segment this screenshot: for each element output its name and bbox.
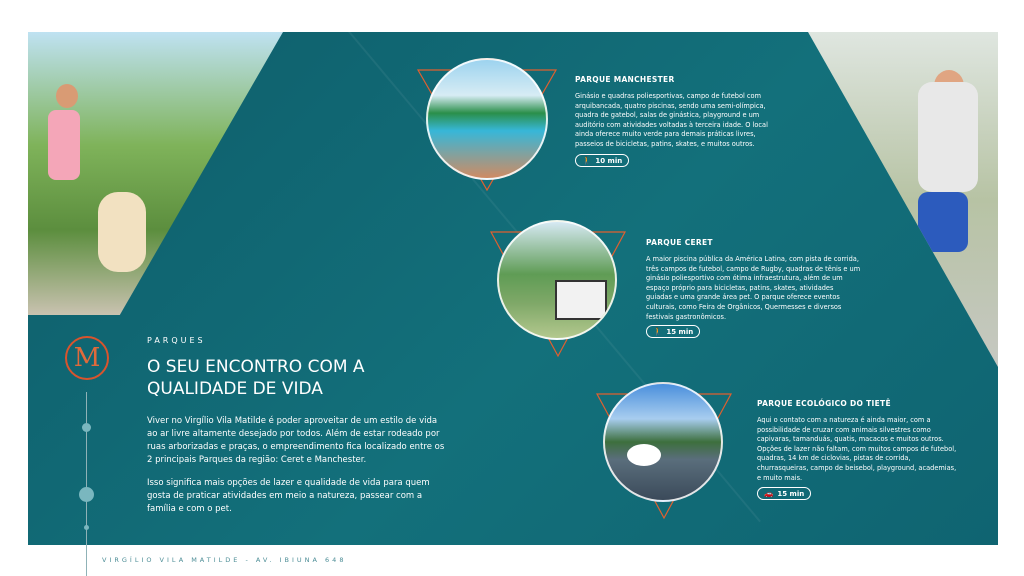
photo-parque-manchester <box>426 58 548 180</box>
photo-girl-with-dog <box>28 32 283 315</box>
footer-address: VIRGÍLIO VILA MATILDE - AV. IBIUNA 648 <box>102 556 347 564</box>
travel-time: 15 min <box>666 327 694 336</box>
girl-figure-body <box>48 110 80 180</box>
park-title: PARQUE ECOLÓGICO DO TIETÊ <box>757 399 891 408</box>
travel-time-badge <box>646 325 700 338</box>
travel-time: 15 min <box>777 489 805 498</box>
photo-parque-tiete <box>603 382 723 502</box>
dog-figure <box>98 192 146 272</box>
boy-figure-body <box>918 82 978 192</box>
travel-time-badge <box>757 487 811 500</box>
section-title: O SEU ENCONTRO COM A QUALIDADE DE VIDA <box>147 357 365 399</box>
walking-icon: 🚶 <box>582 155 592 165</box>
timeline-dot <box>84 525 89 530</box>
park-title: PARQUE CERET <box>646 238 713 247</box>
park-description: Ginásio e quadras poliesportivas, campo de futebol com arquibancada, quatro piscinas, sendo uma semi-olímpica, quadra de gatebol, salas de ginástica, playground e um auditório com atividades voltadas à terceira idade. O local ainda oferece muito verde para demais práticas livres, passeios de bicicletas, patins, skates, e muitos outros. <box>575 92 768 148</box>
playground-sign <box>555 280 607 320</box>
park-description: Aqui o contato com a natureza é ainda maior, com a possibilidade de cruzar com animais silvestres como capivaras, tamanduás, quatis, macacos e muitos outros. Opções de lazer não faltam, com muitos campos de futebol, quadras, 14 km de ciclovias, pistas de corrida, churrasqueiras, campo de beisebol, playground, academias, e muito mais. <box>757 416 957 482</box>
timeline-dot <box>82 423 91 432</box>
intro-paragraph: Viver no Virgílio Vila Matilde é poder aproveitar de um estilo de vida ao ar livre altamente desejado por todos. Além de estar rodeado por ruas arborizadas e praças, o empreendimento fica localizado entre os 2 principais Parques da região: Ceret e Manchester. <box>147 416 445 465</box>
vertical-timeline-line <box>86 392 87 576</box>
walking-icon: 🚶 <box>653 326 663 336</box>
photo-parque-ceret <box>497 220 617 340</box>
section-label: PARQUES <box>147 336 206 345</box>
car-icon: 🚗 <box>764 488 774 498</box>
brand-logo <box>65 336 109 380</box>
timeline-dot <box>79 487 94 502</box>
girl-figure-head <box>56 84 78 108</box>
travel-time-badge <box>575 154 629 167</box>
swan-boat <box>627 444 661 466</box>
park-description: A maior piscina pública da América Latina, com pista de corrida, três campos de futebol, campo de Rugby, quadras de tênis e um ginásio poliesportivo com ótima infraestrutura, além de um espaço próprio para bicicletas, patins, skates, atividades guiadas e uma grande área pet. O parque oferece eventos culturais, como Feira de Orgânicos, Quermesses e diversos festivais gastronômicos. <box>646 255 861 321</box>
logo-letter: M <box>73 343 101 373</box>
intro-paragraph: Isso significa mais opções de lazer e qualidade de vida para quem gosta de praticar atividades em meio a natureza, passear com a família e com o pet. <box>147 478 430 514</box>
bike-figure <box>918 192 968 252</box>
park-title: PARQUE MANCHESTER <box>575 75 675 84</box>
travel-time: 10 min <box>595 156 623 165</box>
